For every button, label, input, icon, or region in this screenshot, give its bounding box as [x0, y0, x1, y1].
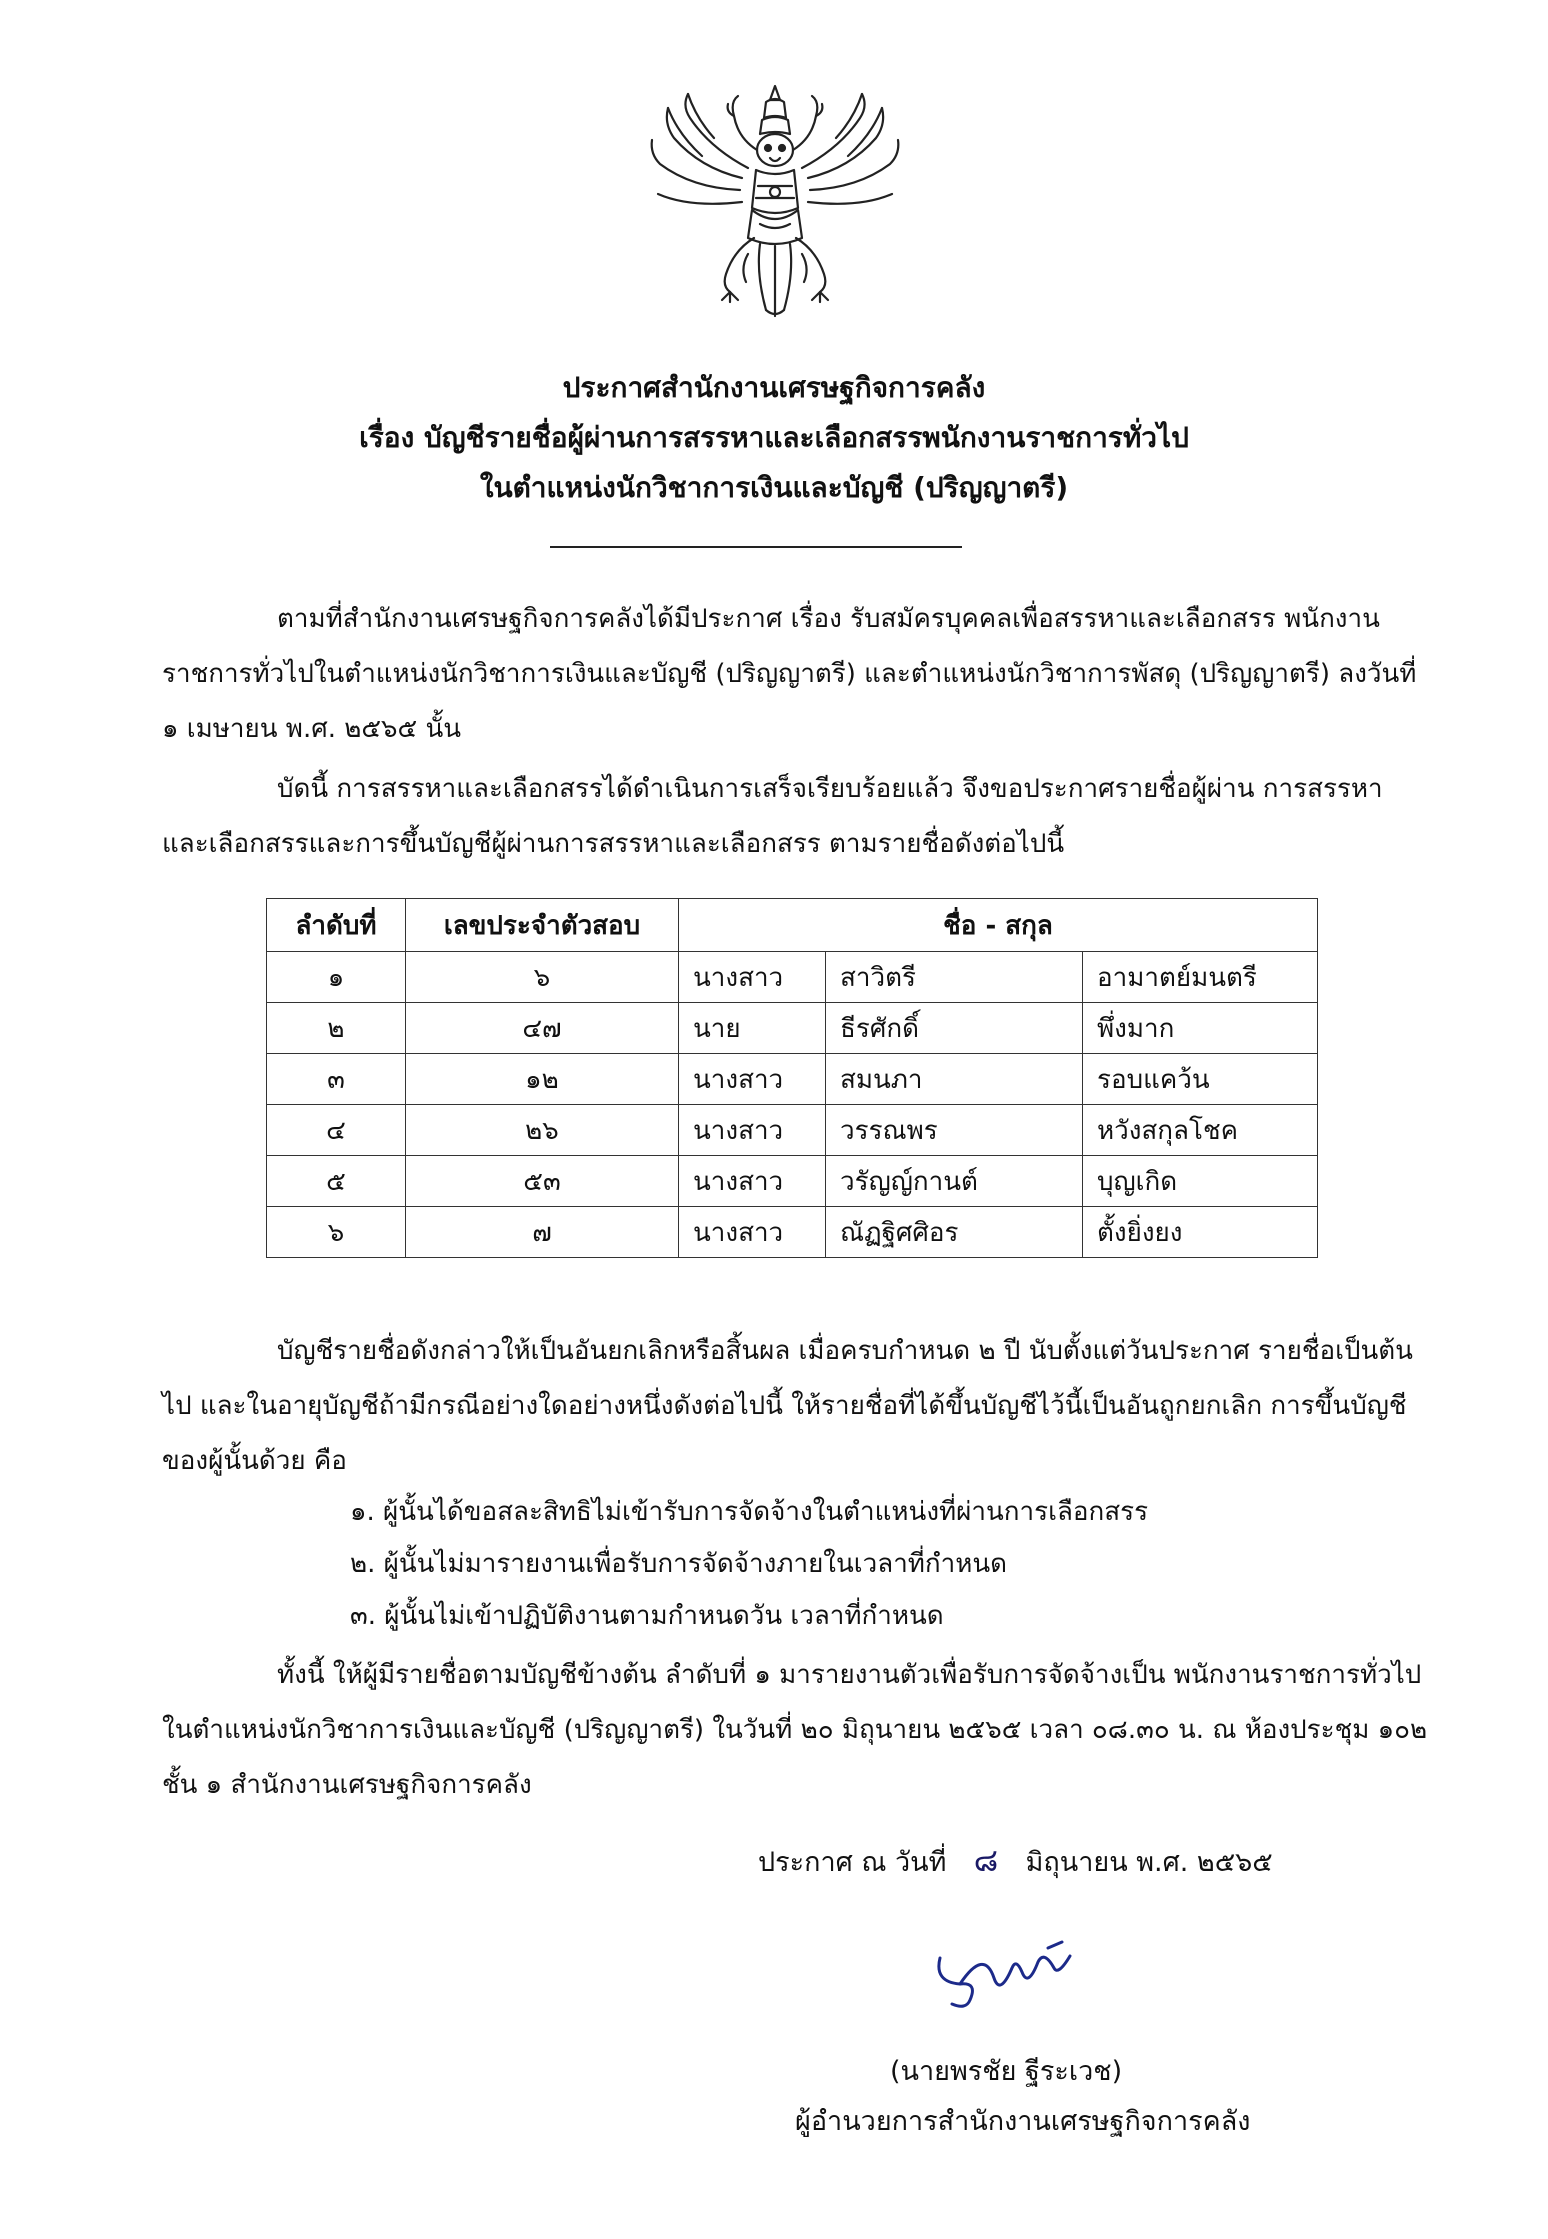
row-last-name: พึ่งมาก [1083, 1003, 1318, 1054]
condition-item: ๒. ผู้นั้นไม่มารายงานเพื่อรับการจัดจ้างภายในเวลาที่กำหนด [350, 1549, 1008, 1579]
row-title: นางสาว [679, 1054, 826, 1105]
row-title: นางสาว [679, 1156, 826, 1207]
row-exam-id: ๑๒ [406, 1054, 679, 1105]
row-exam-id: ๒๖ [406, 1105, 679, 1156]
row-rank: ๕ [267, 1156, 406, 1207]
row-exam-id: ๕๓ [406, 1156, 679, 1207]
row-rank: ๓ [267, 1054, 406, 1105]
header-name: ชื่อ - สกุล [679, 899, 1318, 952]
paragraph-announcement-text: บัดนี้ การสรรหาและเลือกสรรได้ดำเนินการเสร็จเรียบร้อยแล้ว จึงขอประกาศรายชื่อผู้ผ่าน การสรรหาและเลือกสรรและการขึ้นบัญชีผู้ผ่านการสรรหาและเลือกสรร ตามรายชื่อดังต่อไปนี้ [162, 774, 1383, 859]
condition-item: ๓. ผู้นั้นไม่เข้าปฏิบัติงานตามกำหนดวัน เวลาที่กำหนด [350, 1601, 944, 1631]
table-row [267, 1054, 1318, 1105]
paragraph-background-text: ตามที่สำนักงานเศรษฐกิจการคลังได้มีประกาศ เรื่อง รับสมัครบุคคลเพื่อสรรหาและเลือกสรร พนักงานราชการทั่วไปในตำแหน่งนักวิชาการเงินและบัญชี (ปริญญาตรี) และตำแหน่งนักวิชาการพัสดุ (ปริญญาตรี) ลงวันที่ ๑ เมษายน พ.ศ. ๒๕๖๕ นั้น [162, 604, 1417, 744]
announcement-title: ประกาศสำนักงานเศรษฐกิจการคลัง [562, 371, 986, 404]
condition-item: ๑. ผู้นั้นได้ขอสละสิทธิไม่เข้ารับการจัดจ้างในตำแหน่งที่ผ่านการเลือกสรร [350, 1497, 1149, 1527]
row-last-name: อามาตย์มนตรี [1083, 952, 1318, 1003]
row-last-name: รอบแคว้น [1083, 1054, 1318, 1105]
row-title: นางสาว [679, 1105, 826, 1156]
table-row [267, 1156, 1318, 1207]
announce-date-day: ๘ [973, 1841, 999, 1879]
row-title: นางสาว [679, 1207, 826, 1258]
row-title: นาย [679, 1003, 826, 1054]
table-row [267, 1003, 1318, 1054]
row-exam-id: ๖ [406, 952, 679, 1003]
paragraph-validity [162, 1324, 1428, 1489]
paragraph-report [162, 1648, 1428, 1813]
row-last-name: บุญเกิด [1083, 1156, 1318, 1207]
table-row [267, 1105, 1318, 1156]
row-last-name: หวังสกุลโชค [1083, 1105, 1318, 1156]
row-first-name: ธีรศักดิ์ [826, 1003, 1083, 1054]
row-first-name: วรรณพร [826, 1105, 1083, 1156]
row-title: นางสาว [679, 952, 826, 1003]
paragraph-report-text: ทั้งนี้ ให้ผู้มีรายชื่อตามบัญชีข้างต้น ลำดับที่ ๑ มารายงานตัวเพื่อรับการจัดจ้างเป็น พนักงานราชการทั่วไปในตำแหน่งนักวิชาการเงินและบัญชี (ปริญญาตรี) ในวันที่ ๒๐ มิถุนายน ๒๕๖๕ เวลา ๐๘.๓๐ น. ณ ห้องประชุม ๑๐๒ ชั้น ๑ สำนักงานเศรษฐกิจการคลัง [162, 1660, 1428, 1800]
announce-date-suffix: มิถุนายน พ.ศ. ๒๕๖๕ [1025, 1847, 1273, 1878]
row-first-name: ณัฏฐิศศิอร [826, 1207, 1083, 1258]
row-exam-id: ๔๗ [406, 1003, 679, 1054]
row-first-name: วรัญญ์กานต์ [826, 1156, 1083, 1207]
header-rank: ลำดับที่ [267, 899, 406, 952]
heading-divider [550, 546, 962, 548]
paragraph-background [162, 592, 1428, 757]
table-header-row [267, 899, 1318, 952]
row-exam-id: ๗ [406, 1207, 679, 1258]
table-row [267, 1207, 1318, 1258]
row-first-name: สาวิตรี [826, 952, 1083, 1003]
row-rank: ๖ [267, 1207, 406, 1258]
table-row [267, 952, 1318, 1003]
roster-table [266, 898, 1318, 1258]
garuda-emblem [630, 78, 920, 323]
header-exam-id: เลขประจำตัวสอบ [406, 899, 679, 952]
row-rank: ๑ [267, 952, 406, 1003]
paragraph-validity-text: บัญชีรายชื่อดังกล่าวให้เป็นอันยกเลิกหรือสิ้นผล เมื่อครบกำหนด ๒ ปี นับตั้งแต่วันประกาศ รายชื่อเป็นต้นไป และในอายุบัญชีถ้ามีกรณีอย่างใดอย่างหนึ่งดังต่อไปนี้ ให้รายชื่อที่ได้ขึ้นบัญชีไว้นี้เป็นอันถูกยกเลิก การขึ้นบัญชีของผู้นั้นด้วย คือ [162, 1336, 1413, 1476]
announcement-subject: เรื่อง บัญชีรายชื่อผู้ผ่านการสรรหาและเลือกสรรพนักงานราชการทั่วไป [359, 421, 1189, 454]
handwritten-signature [930, 1938, 1080, 2018]
announcement-position: ในตำแหน่งนักวิชาการเงินและบัญชี (ปริญญาตรี) [479, 471, 1069, 504]
announce-date [758, 1840, 1273, 1883]
row-rank: ๔ [267, 1105, 406, 1156]
announce-date-prefix: ประกาศ ณ วันที่ [758, 1847, 947, 1878]
signer-position: ผู้อำนวยการสำนักงานเศรษฐกิจการคลัง [795, 2106, 1251, 2137]
row-rank: ๒ [267, 1003, 406, 1054]
row-last-name: ตั้งยิ่งยง [1083, 1207, 1318, 1258]
paragraph-announcement [162, 762, 1428, 872]
row-first-name: สมนภา [826, 1054, 1083, 1105]
signer-name: (นายพรชัย ฐีระเวช) [890, 2056, 1123, 2087]
